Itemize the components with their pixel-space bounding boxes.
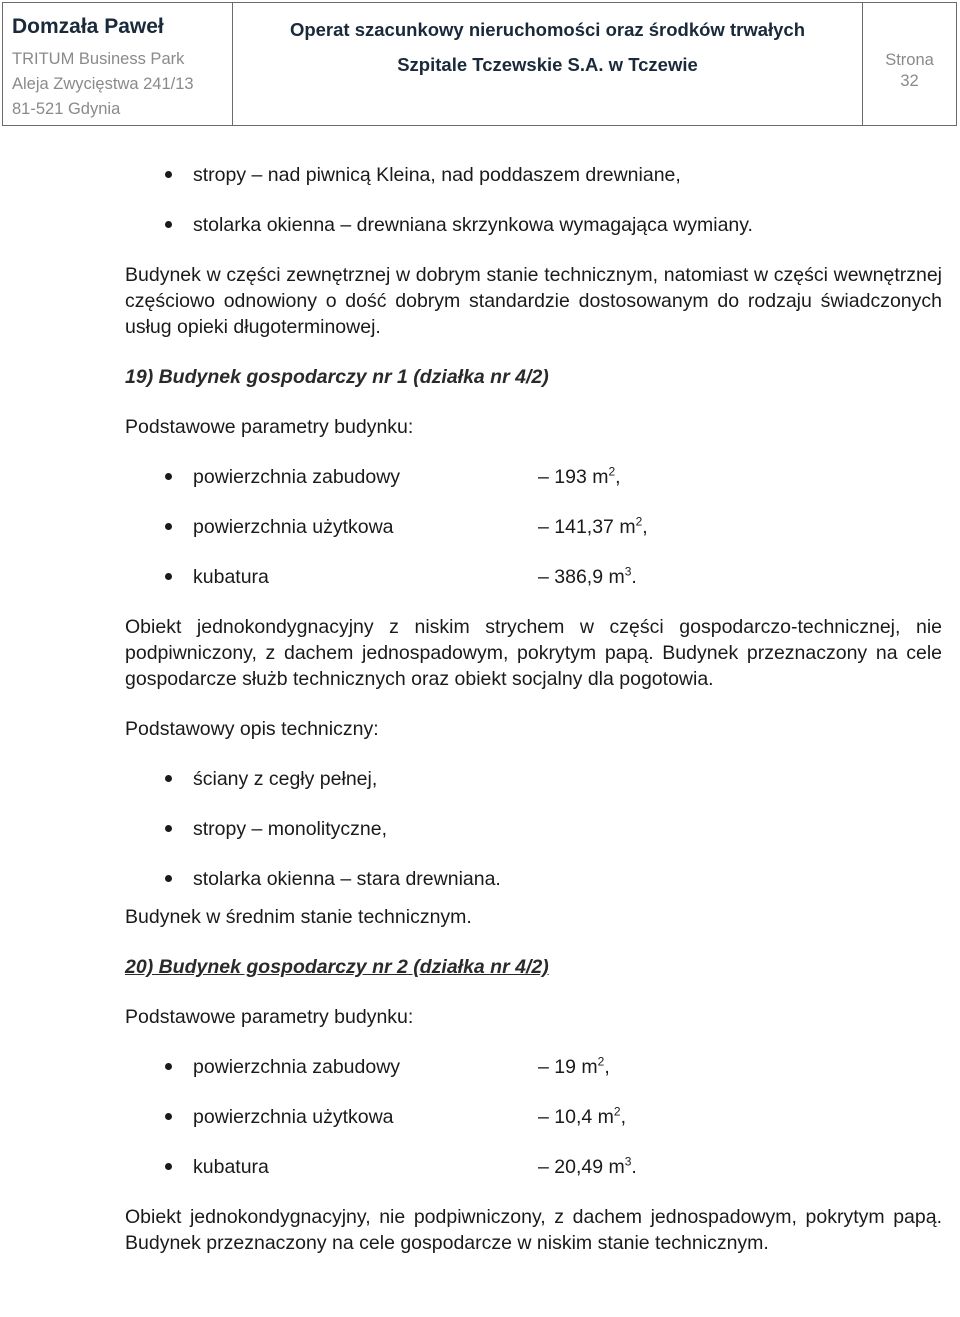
unit-exponent: 3	[624, 1154, 632, 1169]
header-author-cell	[3, 3, 233, 125]
section-heading: 19) Budynek gospodarczy nr 1 (działka nr 4/2)	[125, 366, 549, 388]
unit-exponent: 2	[608, 464, 616, 479]
unit-exponent: 2	[613, 1104, 621, 1119]
param-value: – 193 m	[538, 466, 609, 488]
param-end: ,	[615, 466, 621, 488]
paragraph: Budynek w części zewnętrznej w dobrym stanie technicznym, natomiast w części wewnętrznej częściowo odnowiony o dość dobrym standardzie dostosowanym do rodzaju świadczonych usług opieki długoterminowej.	[125, 264, 942, 338]
page-header	[2, 2, 957, 126]
address-line: 81-521 Gdynia	[12, 100, 121, 118]
list-item-text: stolarka okienna – stara drewniana.	[193, 868, 501, 890]
bullet-icon	[165, 171, 172, 178]
list-item	[125, 804, 942, 854]
unit-exponent: 3	[624, 564, 632, 579]
bullet-icon	[165, 523, 172, 530]
param-value: – 141,37 m	[538, 516, 636, 538]
tech-label: Podstawowy opis techniczny:	[125, 718, 379, 740]
param-label: powierzchnia zabudowy	[193, 466, 401, 488]
param-item	[125, 452, 942, 502]
list-item-text: stolarka okienna – drewniana skrzynkowa wymagająca wymiany.	[193, 214, 753, 236]
list-item-text: stropy – nad piwnicą Kleina, nad poddaszem drewniane,	[193, 164, 681, 186]
bullet-icon	[165, 1063, 172, 1070]
paragraph: Obiekt jednokondygnacyjny z niskim strychem w części gospodarczo-technicznej, nie podpiwniczony, z dachem jednospadowym, pokrytym papą. Budynek przeznaczony na cele gospodarcze służb technicznych oraz obiekt socjalny dla pogotowia.	[125, 616, 942, 690]
header-page-cell	[863, 3, 956, 125]
param-label: powierzchnia użytkowa	[193, 1106, 394, 1128]
tech-list	[125, 754, 942, 904]
unit-exponent: 2	[635, 514, 643, 529]
param-value: – 19 m	[538, 1056, 598, 1078]
address-line: TRITUM Business Park	[12, 50, 185, 68]
param-item	[125, 552, 942, 602]
bullet-icon	[165, 221, 172, 228]
page-number: 32	[900, 72, 919, 90]
param-label: kubatura	[193, 566, 269, 588]
list-item-text: stropy – monolityczne,	[193, 818, 388, 840]
bullet-icon	[165, 1113, 172, 1120]
param-value: – 386,9 m	[538, 566, 625, 588]
param-label: powierzchnia użytkowa	[193, 516, 394, 538]
bullet-icon	[165, 573, 172, 580]
param-end: .	[631, 1156, 637, 1178]
address-line: Aleja Zwycięstwa 241/13	[12, 75, 194, 93]
bullet-icon	[165, 875, 172, 882]
page-body	[125, 150, 942, 1256]
params-label: Podstawowe parametry budynku:	[125, 1006, 414, 1028]
param-item	[125, 1042, 942, 1092]
bullet-list	[125, 150, 942, 250]
list-item	[125, 854, 942, 904]
list-item	[125, 200, 942, 250]
bullet-icon	[165, 825, 172, 832]
document-title: Operat szacunkowy nieruchomości oraz środków trwałych	[289, 19, 806, 40]
document-subtitle: Szpitale Tczewskie S.A. w Tczewie	[397, 54, 698, 75]
paragraph: Budynek w średnim stanie technicznym.	[125, 906, 472, 928]
param-end: ,	[620, 1106, 626, 1128]
bullet-icon	[165, 775, 172, 782]
header-title-cell	[233, 3, 863, 125]
params-list	[125, 452, 942, 602]
list-item-text: ściany z cegły pełnej,	[193, 768, 378, 790]
list-item	[125, 150, 942, 200]
author-name: Domzała Paweł	[12, 15, 164, 38]
list-item	[125, 754, 942, 804]
param-value: – 20,49 m	[538, 1156, 625, 1178]
param-end: ,	[642, 516, 648, 538]
paragraph: Obiekt jednokondygnacyjny, nie podpiwniczony, z dachem jednospadowym, pokrytym papą. Budynek przeznaczony na cele gospodarcze w niskim stanie technicznym.	[125, 1206, 942, 1254]
bullet-icon	[165, 1163, 172, 1170]
param-item	[125, 1092, 942, 1142]
unit-exponent: 2	[597, 1054, 605, 1069]
param-end: .	[631, 566, 637, 588]
param-end: ,	[604, 1056, 610, 1078]
params-label: Podstawowe parametry budynku:	[125, 416, 414, 438]
page-label: Strona	[885, 51, 934, 69]
params-list	[125, 1042, 942, 1192]
param-label: kubatura	[193, 1156, 269, 1178]
param-item	[125, 1142, 942, 1192]
param-value: – 10,4 m	[538, 1106, 614, 1128]
section-heading: 20) Budynek gospodarczy nr 2 (działka nr 4/2)	[125, 956, 549, 978]
param-item	[125, 502, 942, 552]
bullet-icon	[165, 473, 172, 480]
param-label: powierzchnia zabudowy	[193, 1056, 401, 1078]
